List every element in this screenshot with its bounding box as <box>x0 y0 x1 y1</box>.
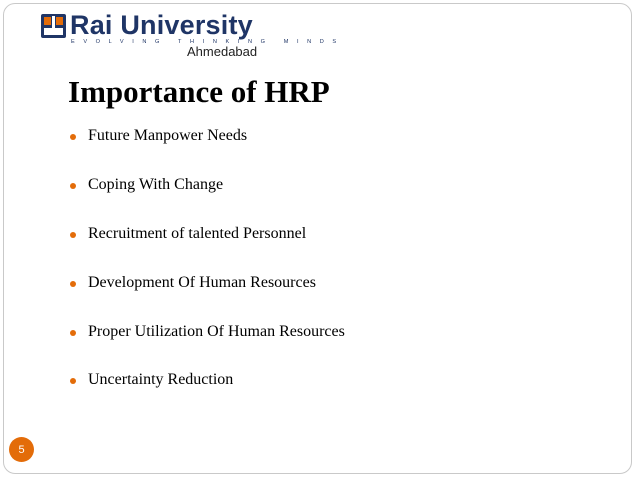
bullet-item <box>70 126 345 175</box>
bullet-item <box>70 370 345 419</box>
slide-title: Importance of HRP <box>68 74 330 109</box>
logo-tagline: EVOLVING THINKING MINDS <box>71 39 345 45</box>
bullet-text: Development Of Human Resources <box>88 273 316 291</box>
university-logo <box>40 10 345 59</box>
bullet-dot-icon <box>70 134 76 140</box>
bullet-dot-icon <box>70 232 76 238</box>
bullet-dot-icon <box>70 330 76 336</box>
page-number-badge: 5 <box>9 437 34 462</box>
logo-wordmark: Rai University <box>70 10 253 40</box>
bullet-item <box>70 224 345 273</box>
bullet-text: Future Manpower Needs <box>88 127 248 144</box>
bullet-item <box>70 322 345 371</box>
bullet-dot-icon <box>70 183 76 189</box>
bullet-dot-icon <box>70 378 76 384</box>
crest-icon <box>40 13 67 39</box>
bullet-text: Proper Utilization Of Human Resources <box>88 322 345 340</box>
bullet-text: Uncertainty Reduction <box>88 371 234 389</box>
bullet-item <box>70 273 345 322</box>
logo-location: Ahmedabad <box>187 44 258 59</box>
bullet-item <box>70 175 345 224</box>
bullet-dot-icon <box>70 281 76 287</box>
bullet-text: Coping With Change <box>88 175 224 193</box>
bullet-list <box>70 126 345 419</box>
bullet-text: Recruitment of talented Personnel <box>88 224 307 242</box>
